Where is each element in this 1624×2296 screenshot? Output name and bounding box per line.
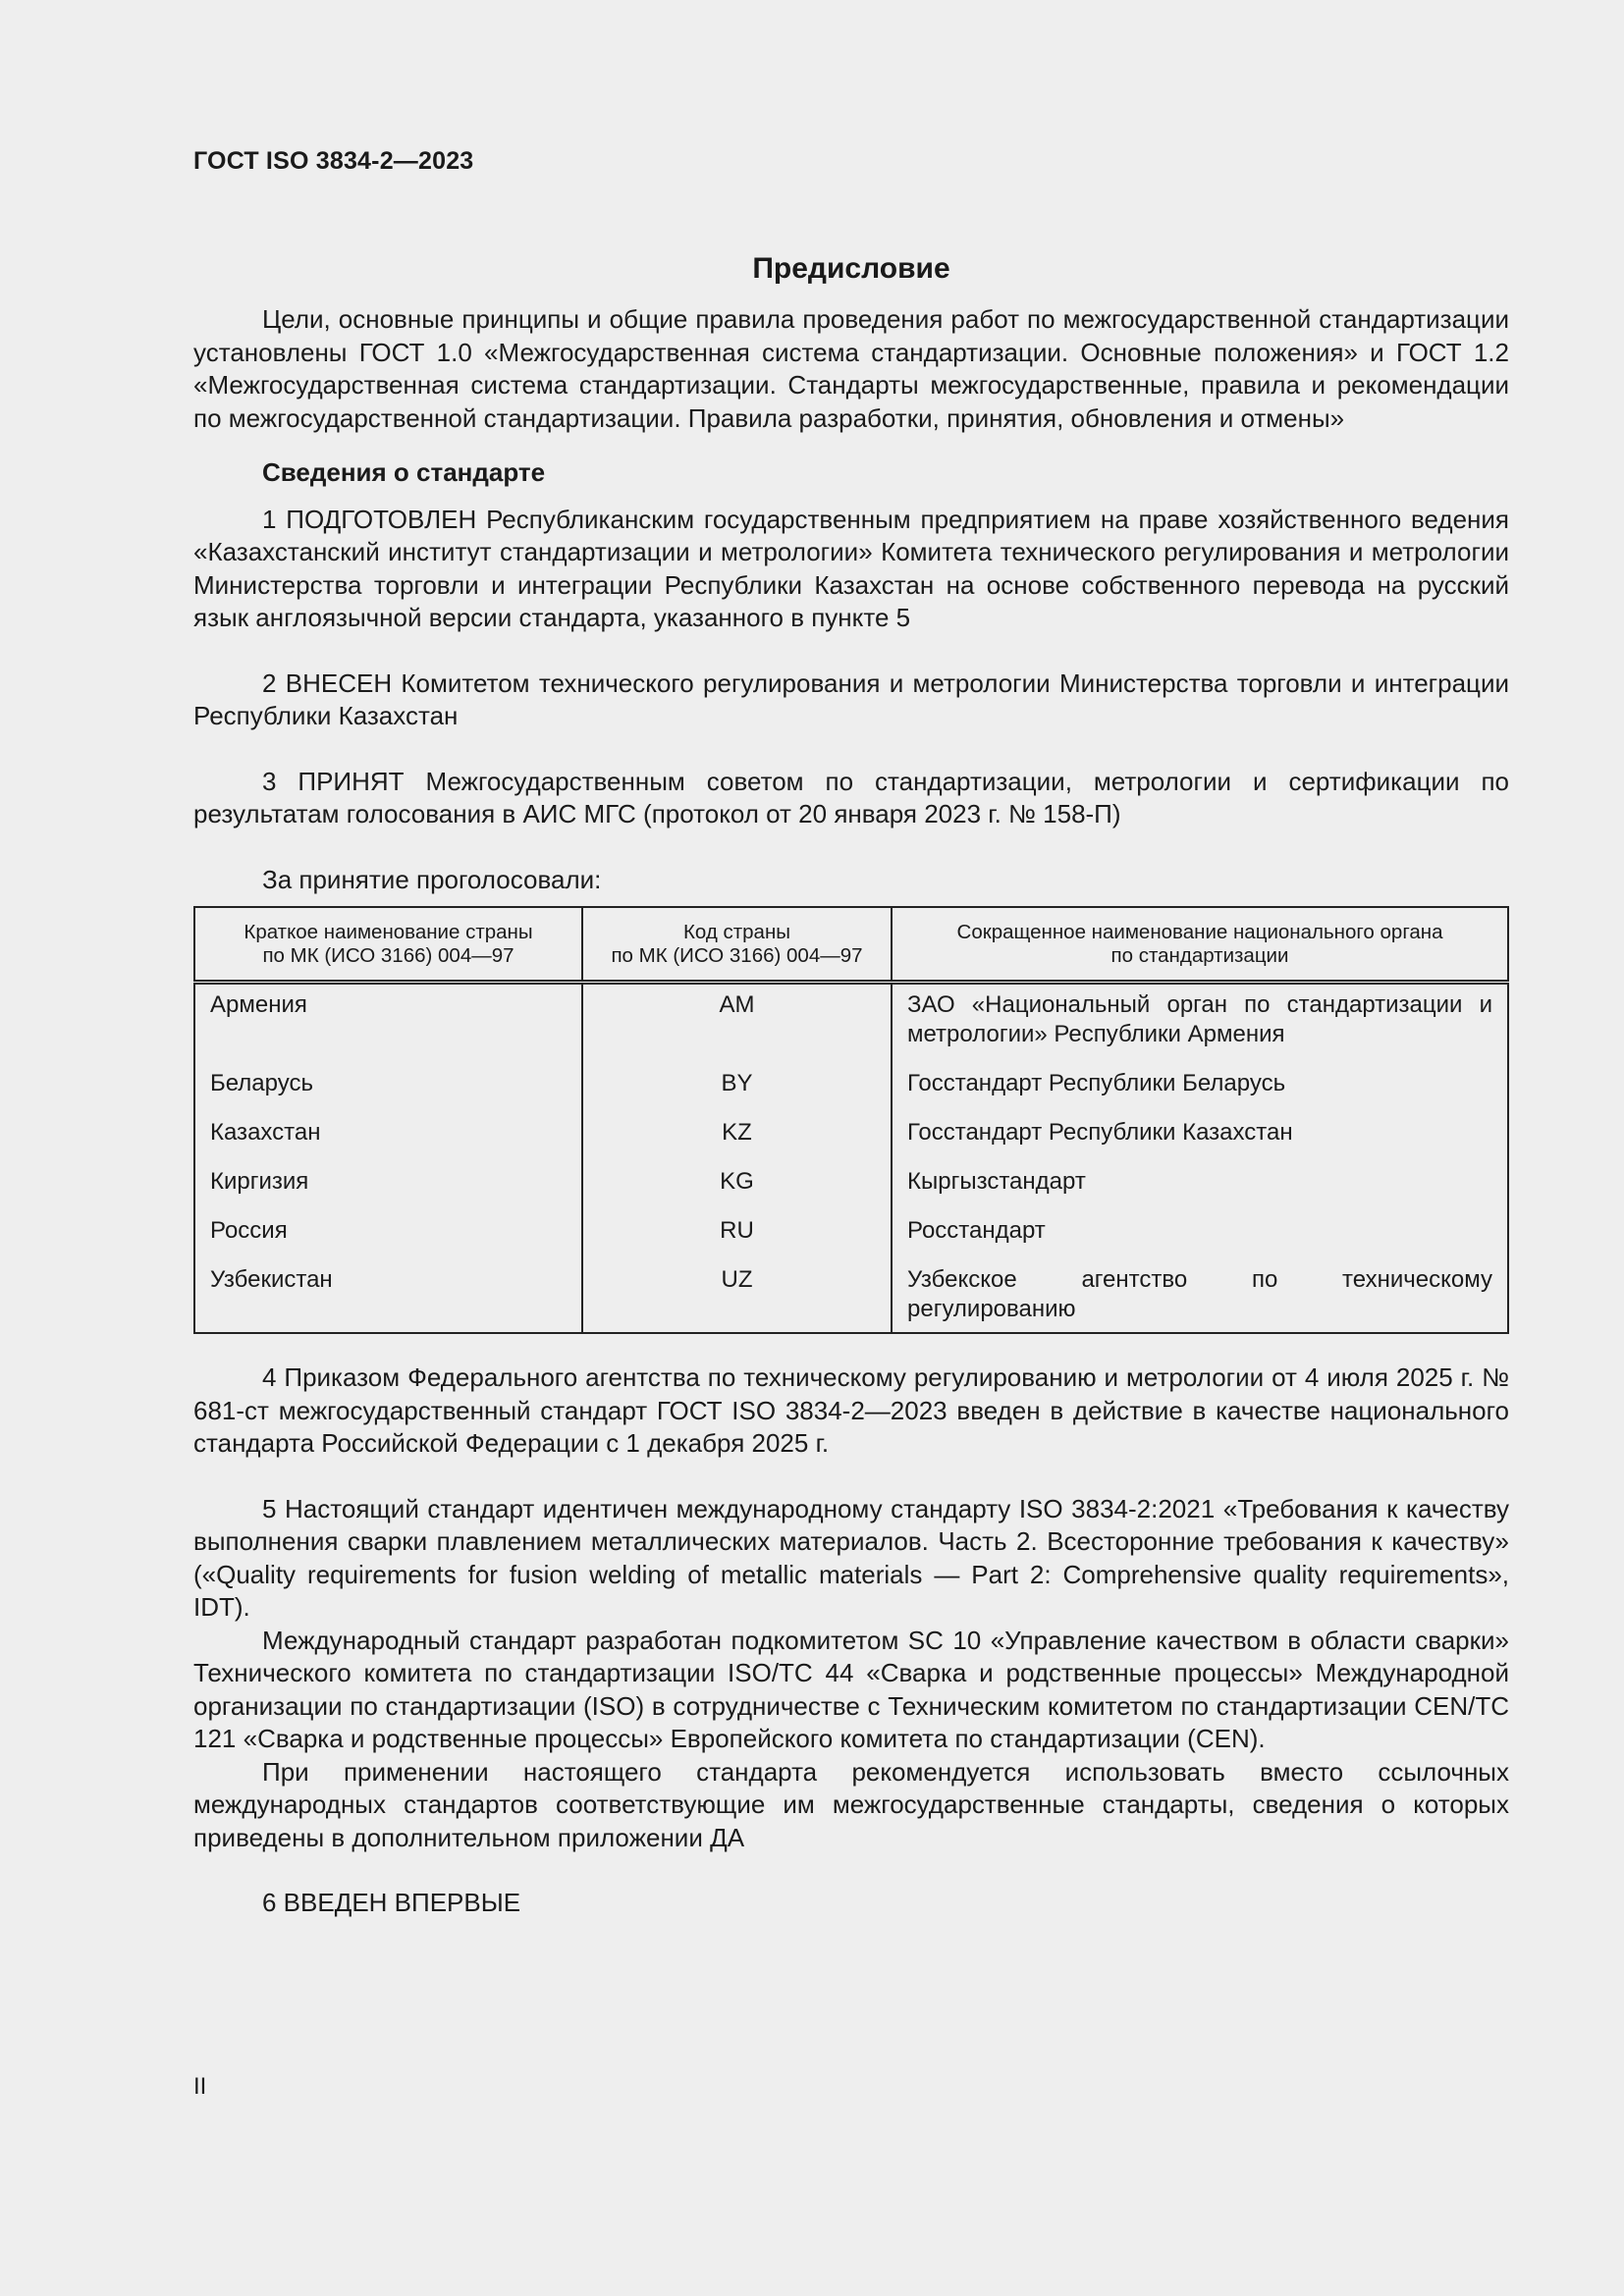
- document-code-header: ГОСТ ISO 3834-2—2023: [193, 147, 474, 175]
- item-5-developer: Международный стандарт разработан подкомитетом SC 10 «Управление качеством в области сварки» Технического комитета по стандартизации ISO/TC 44 «Сварка и родственные процессы» Международной организации по стандартизации (ISO) в сотрудничестве с Техническим комитетом по стандартизации CEN/TC 121 «Сварка и родственные процессы» Европейского комитета по стандартизации (CEN).: [193, 1625, 1509, 1753]
- cell-org: ЗАО «Национальный орган по стандартизации и метрологии» Республики Армения: [892, 983, 1508, 1050]
- voting-table: [193, 906, 1509, 1334]
- item-5-application: При применении настоящего стандарта рекомендуется использовать вместо ссылочных международных стандартов соответствующие им межгосударственные стандарты, сведения о которых приведены в дополнительном приложении ДА: [193, 1756, 1509, 1852]
- cell-country: Армения: [194, 983, 582, 1050]
- voted-label: За принятие проголосовали:: [262, 864, 602, 894]
- item-3-adopted: 3 ПРИНЯТ Межгосударственным советом по стандартизации, метрологии и сертификации по результатам голосования в АИС МГС (протокол от 20 января 2023 г. № 158-П): [193, 766, 1509, 828]
- cell-code: UZ: [582, 1246, 892, 1333]
- page-title: Предисловие: [752, 252, 950, 285]
- table-row: [194, 983, 1508, 1050]
- cell-country: Беларусь: [194, 1049, 582, 1098]
- cell-org: Госстандарт Республики Беларусь: [892, 1049, 1508, 1098]
- cell-code: BY: [582, 1049, 892, 1098]
- item-1-prepared: 1 ПОДГОТОВЛЕН Республиканским государственным предприятием на праве хозяйственного ведения «Казахстанский институт стандартизации и метрологии» Комитета технического регулирования и метрологии Министерства торговли и интеграции Республики Казахстан на основе собственного перевода на русский язык англоязычной версии стандарта, указанного в пункте 5: [193, 504, 1509, 632]
- cell-country: Россия: [194, 1197, 582, 1246]
- col-header-code: Код страны по МК (ИСО 3166) 004—97: [582, 907, 892, 983]
- table-row: [194, 1049, 1508, 1098]
- table-row: [194, 1098, 1508, 1148]
- table-row: [194, 1246, 1508, 1333]
- cell-org: Узбекское агентство по техническому регулированию: [892, 1246, 1508, 1333]
- item-2-introduced: 2 ВНЕСЕН Комитетом технического регулирования и метрологии Министерства торговли и интеграции Республики Казахстан: [193, 667, 1509, 730]
- section-subheading: Сведения о стандарте: [262, 457, 546, 487]
- intro-paragraph: Цели, основные принципы и общие правила проведения работ по межгосударственной стандартизации установлены ГОСТ 1.0 «Межгосударственная система стандартизации. Основные положения» и ГОСТ 1.2 «Межгосударственная система стандартизации. Стандарты межгосударственные, правила и рекомендации по межгосударственной стандартизации. Правила разработки, принятия, обновления и отмены»: [193, 304, 1509, 433]
- item-6-first-introduced: 6 ВВЕДЕН ВПЕРВЫЕ: [262, 1888, 521, 1917]
- document-page: [193, 147, 1509, 1920]
- table-row: [194, 1148, 1508, 1197]
- cell-country: Казахстан: [194, 1098, 582, 1148]
- cell-org: Кыргызстандарт: [892, 1148, 1508, 1197]
- page-number: II: [193, 2073, 207, 2100]
- cell-code: AM: [582, 983, 892, 1050]
- cell-code: RU: [582, 1197, 892, 1246]
- cell-country: Киргизия: [194, 1148, 582, 1197]
- cell-code: KG: [582, 1148, 892, 1197]
- cell-country: Узбекистан: [194, 1246, 582, 1333]
- table-header-row: [194, 907, 1508, 983]
- col-header-org: Сокращенное наименование национального органа по стандартизации: [892, 907, 1508, 983]
- cell-code: KZ: [582, 1098, 892, 1148]
- item-5-identical: 5 Настоящий стандарт идентичен международному стандарту ISO 3834-2:2021 «Требования к качеству выполнения сварки плавлением металлических материалов. Часть 2. Всесторонние требования к качеству» («Quality requirements for fusion welding of metallic materials — Part 2: Comprehensive quality requirements», IDT).: [193, 1493, 1509, 1622]
- table-row: [194, 1197, 1508, 1246]
- cell-org: Росстандарт: [892, 1197, 1508, 1246]
- item-4-order: 4 Приказом Федерального агентства по техническому регулированию и метрологии от 4 июля 2025 г. № 681-ст межгосударственный стандарт ГОСТ ISO 3834-2—2023 введен в действие в качестве национального стандарта Российской Федерации с 1 декабря 2025 г.: [193, 1362, 1509, 1458]
- cell-org: Госстандарт Республики Казахстан: [892, 1098, 1508, 1148]
- col-header-country: Краткое наименование страны по МК (ИСО 3166) 004—97: [194, 907, 582, 983]
